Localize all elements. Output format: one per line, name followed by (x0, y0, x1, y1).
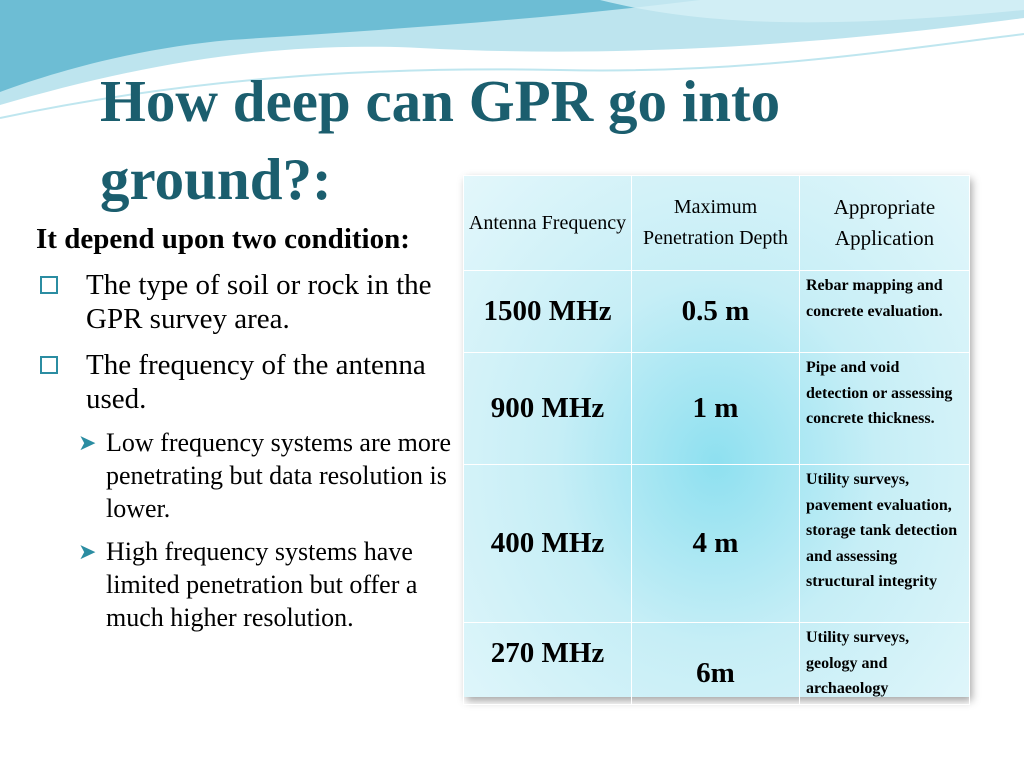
depth-cell: 4 m (632, 465, 800, 623)
bullet-item (36, 348, 466, 416)
sub-bullet-text: Low frequency systems are more penetrating but data resolution is lower. (106, 428, 452, 523)
header-max-depth: Maximum Penetration Depth (632, 176, 800, 271)
table-row (464, 465, 970, 623)
depth-cell: 6m (632, 623, 800, 705)
application-cell: Utility surveys, geology and archaeology (800, 623, 970, 705)
application-cell: Rebar mapping and concrete evaluation. (800, 271, 970, 353)
depth-cell: 0.5 m (632, 271, 800, 353)
bullet-item (36, 268, 466, 336)
slide-body (36, 222, 466, 634)
frequency-cell: 900 MHz (464, 353, 632, 465)
application-cell: Utility surveys, pavement evaluation, storage tank detection and assessing structural integrity (800, 465, 970, 623)
frequency-cell: 1500 MHz (464, 271, 632, 353)
frequency-depth-table (463, 175, 970, 705)
title-line-2: ground?: (100, 146, 332, 212)
arrow-bullet-icon: ➤ (78, 539, 97, 564)
square-bullet-icon (40, 356, 58, 374)
frequency-cell: 270 MHz (464, 623, 632, 705)
table-row (464, 271, 970, 353)
sub-bullet-item (36, 426, 466, 525)
bullet-text: The type of soil or rock in the GPR survey area. (86, 269, 432, 335)
sub-bullet-item (36, 535, 466, 634)
frequency-cell: 400 MHz (464, 465, 632, 623)
depth-cell: 1 m (632, 353, 800, 465)
bullet-text: The frequency of the antenna used. (86, 349, 426, 415)
header-antenna-frequency: Antenna Frequency (464, 176, 632, 271)
arrow-bullet-icon: ➤ (78, 430, 97, 455)
application-cell: Pipe and void detection or assessing concrete thickness. (800, 353, 970, 465)
table-header-row (464, 176, 970, 271)
square-bullet-icon (40, 276, 58, 294)
table-row (464, 353, 970, 465)
lead-text: It depend upon two condition: (36, 223, 410, 255)
penetration-table (463, 175, 969, 697)
sub-bullet-text: High frequency systems have limited penetration but offer a much higher resolution. (106, 537, 418, 632)
header-application: Appropriate Application (800, 176, 970, 271)
table-row (464, 623, 970, 705)
title-line-1: How deep can GPR go into (100, 68, 781, 134)
